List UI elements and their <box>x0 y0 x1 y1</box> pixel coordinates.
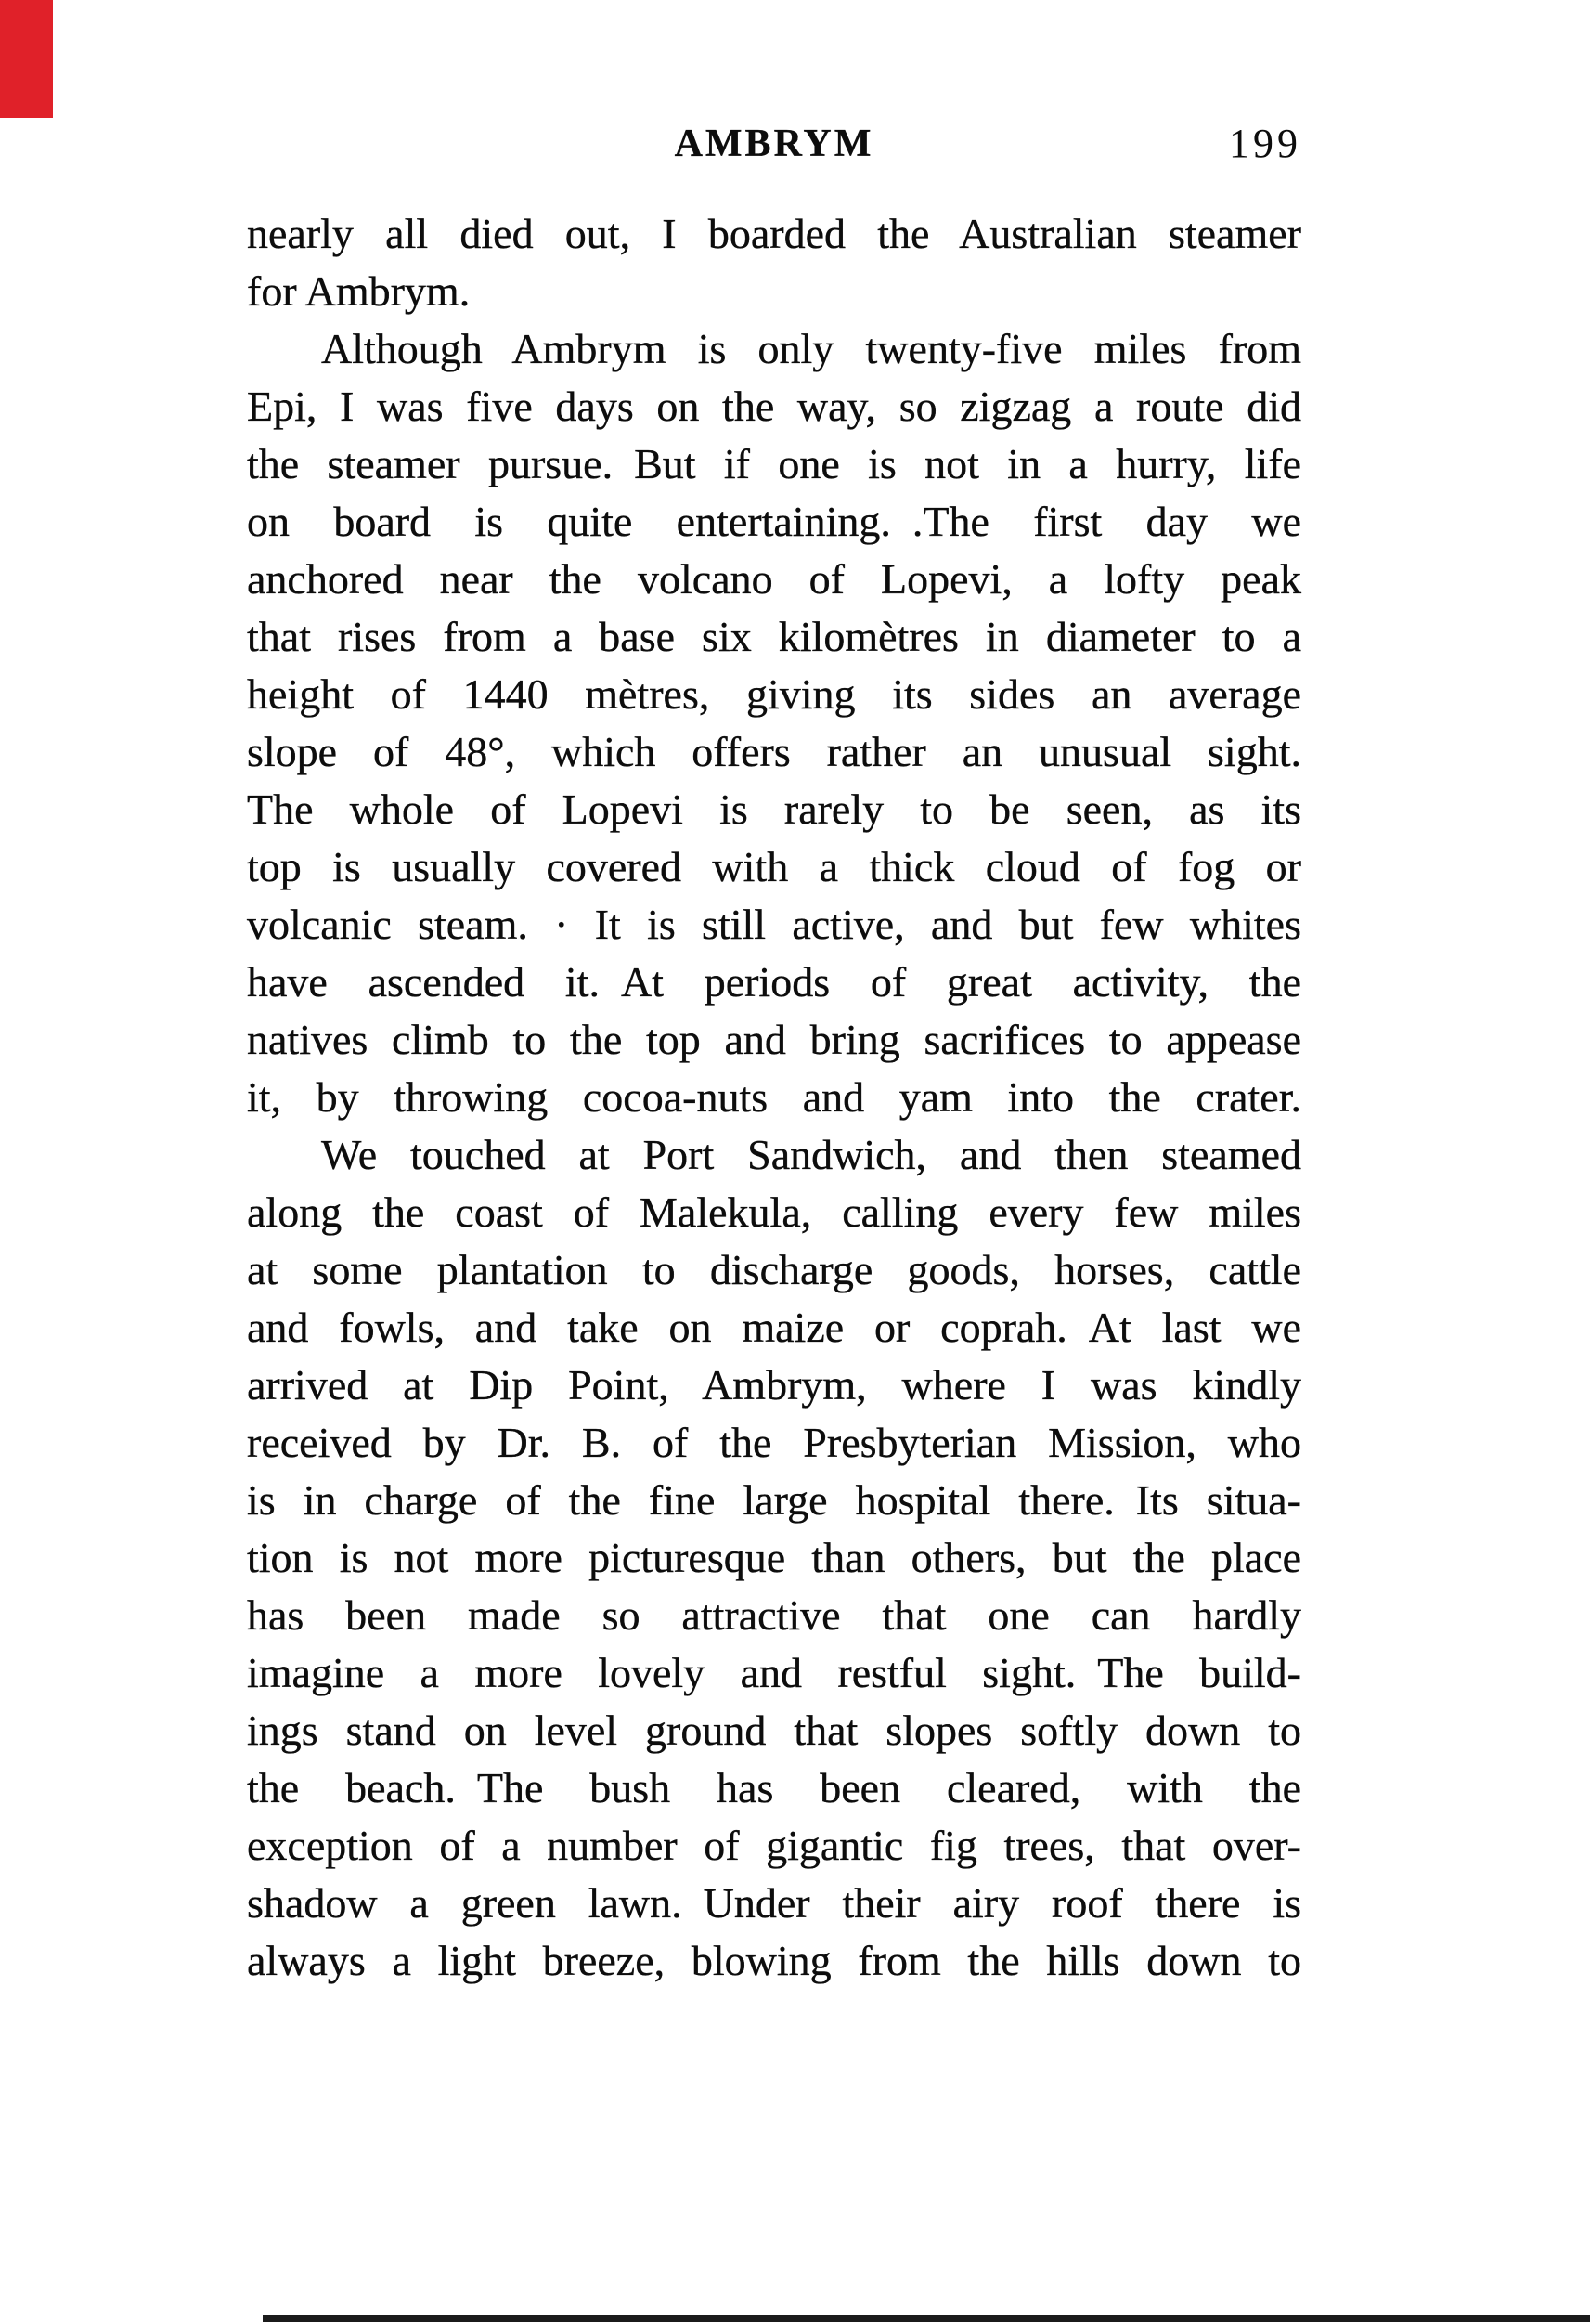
paragraph <box>247 205 1301 320</box>
text-line: We touched at Port Sandwich, and then steamed <box>321 1131 1301 1178</box>
text-line: received by Dr. B. of the Presbyterian Mission, who <box>247 1419 1301 1466</box>
text-line: top is usually covered with a thick cloud of fog or <box>247 843 1301 890</box>
text-line: arrived at Dip Point, Ambrym, where I was kindly <box>247 1361 1301 1409</box>
text-line: imagine a more lovely and restful sight. The build- <box>247 1649 1301 1696</box>
text-line: ings stand on level ground that slopes softly down to <box>247 1707 1301 1754</box>
paragraph <box>247 1126 1301 1990</box>
running-head-title: AMBRYM <box>674 123 874 165</box>
text-line: it, by throwing cocoa-nuts and yam into the crater. <box>247 1073 1301 1121</box>
text-line: on board is quite entertaining. .The first day we <box>247 498 1301 545</box>
scan-color-bar <box>0 0 53 118</box>
text-line: and fowls, and take on maize or coprah. At last we <box>247 1304 1301 1351</box>
page-number-label: 199 <box>1229 121 1301 166</box>
text-line: is in charge of the fine large hospital there. Its situa- <box>247 1476 1301 1524</box>
text-line: for Ambrym. <box>247 267 471 315</box>
text-line: have ascended it. At periods of great activity, the <box>247 958 1301 1006</box>
text-line: the steamer pursue. But if one is not in a hurry, life <box>247 440 1301 487</box>
text-line: has been made so attractive that one can hardly <box>247 1591 1301 1639</box>
page-header <box>247 0 1301 195</box>
text-line: always a light breeze, blowing from the hills down to <box>247 1937 1301 1984</box>
body-text-block <box>247 205 1301 1990</box>
text-line: exception of a number of gigantic fig trees, that over- <box>247 1822 1301 1869</box>
text-line: natives climb to the top and bring sacrifices to appease <box>247 1016 1301 1063</box>
text-line: shadow a green lawn. Under their airy roof there is <box>247 1879 1301 1927</box>
page-edge-shadow <box>263 2315 1590 2322</box>
text-line: height of 1440 mètres, giving its sides an average <box>247 670 1301 718</box>
text-line: tion is not more picturesque than others, but the place <box>247 1534 1301 1581</box>
text-line: that rises from a base six kilomètres in diameter to a <box>247 613 1301 660</box>
text-line: the beach. The bush has been cleared, with the <box>247 1764 1301 1811</box>
text-line: nearly all died out, I boarded the Australian steamer <box>247 210 1301 257</box>
text-line: along the coast of Malekula, calling every few miles <box>247 1188 1301 1236</box>
paragraph <box>247 320 1301 1126</box>
text-line: The whole of Lopevi is rarely to be seen, as its <box>247 785 1301 833</box>
text-line: anchored near the volcano of Lopevi, a lofty peak <box>247 555 1301 603</box>
text-line: slope of 48°, which offers rather an unusual sight. <box>247 728 1301 775</box>
text-line: volcanic steam. · It is still active, and but few whites <box>247 901 1301 948</box>
text-line: Epi, I was five days on the way, so zigzag a route did <box>247 383 1301 430</box>
text-line: Although Ambrym is only twenty-five miles from <box>321 325 1301 372</box>
text-line: at some plantation to discharge goods, horses, cattle <box>247 1246 1301 1293</box>
